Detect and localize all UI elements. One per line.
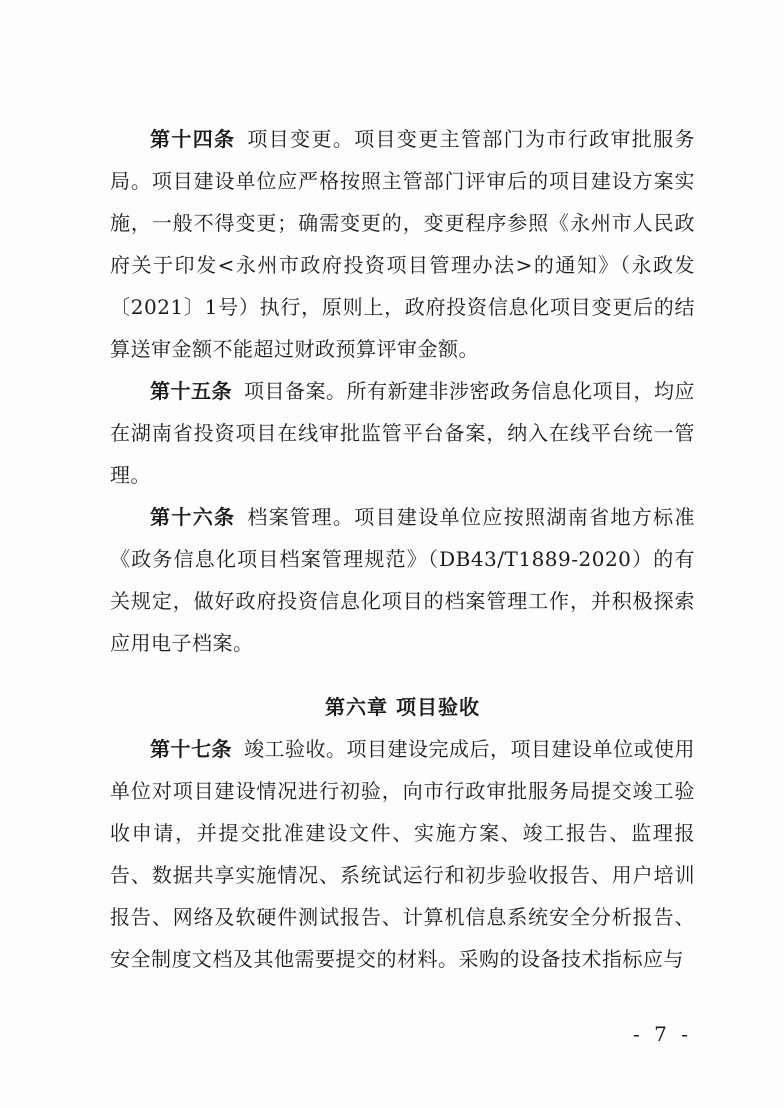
article-14-heading: 第十四条 bbox=[150, 127, 236, 151]
article-16 bbox=[110, 496, 695, 664]
page-number: - 7 - bbox=[633, 1022, 692, 1046]
article-14-text: 项目变更。项目变更主管部门为市行政审批服务局。项目建设单位应严格按照主管部门评审后的项目建设方案实施，一般不得变更；确需变更的，变更程序参照《永州市人民政府关于印发<永州市政府投资项目管理办法>的通知》（永政发〔2021〕1号）执行，原则上，政府投资信息化项目变更后的结算送审金额不能超过财政预算评审金额。 bbox=[110, 127, 696, 361]
document-body bbox=[110, 118, 695, 980]
chapter-title: 第六章 项目验收 bbox=[325, 695, 480, 719]
article-17 bbox=[110, 728, 695, 980]
article-17-text: 竣工验收。项目建设完成后，项目建设单位或使用单位对项目建设情况进行初验，向市行政审批服务局提交竣工验收申请，并提交批准建设文件、实施方案、竣工报告、监理报告、数据共享实施情况、系统试运行和初步验收报告、用户培训报告、网络及软硬件测试报告、计算机信息系统安全分析报告、安全制度文档及其他需要提交的材料。采购的设备技术指标应与 bbox=[110, 737, 695, 971]
article-15 bbox=[110, 370, 695, 496]
article-17-heading: 第十七条 bbox=[150, 737, 232, 761]
article-14 bbox=[110, 118, 695, 370]
article-15-heading: 第十五条 bbox=[150, 379, 232, 403]
article-15-text: 项目备案。所有新建非涉密政务信息化项目，均应在湖南省投资项目在线审批监管平台备案，纳入在线平台统一管理。 bbox=[110, 379, 695, 487]
article-16-text: 档案管理。项目建设单位应按照湖南省地方标准《政务信息化项目档案管理规范》（DB43/T1889-2020）的有关规定，做好政府投资信息化项目的档案管理工作，并积极探索应用电子档案。 bbox=[110, 505, 696, 655]
article-16-heading: 第十六条 bbox=[150, 505, 236, 529]
